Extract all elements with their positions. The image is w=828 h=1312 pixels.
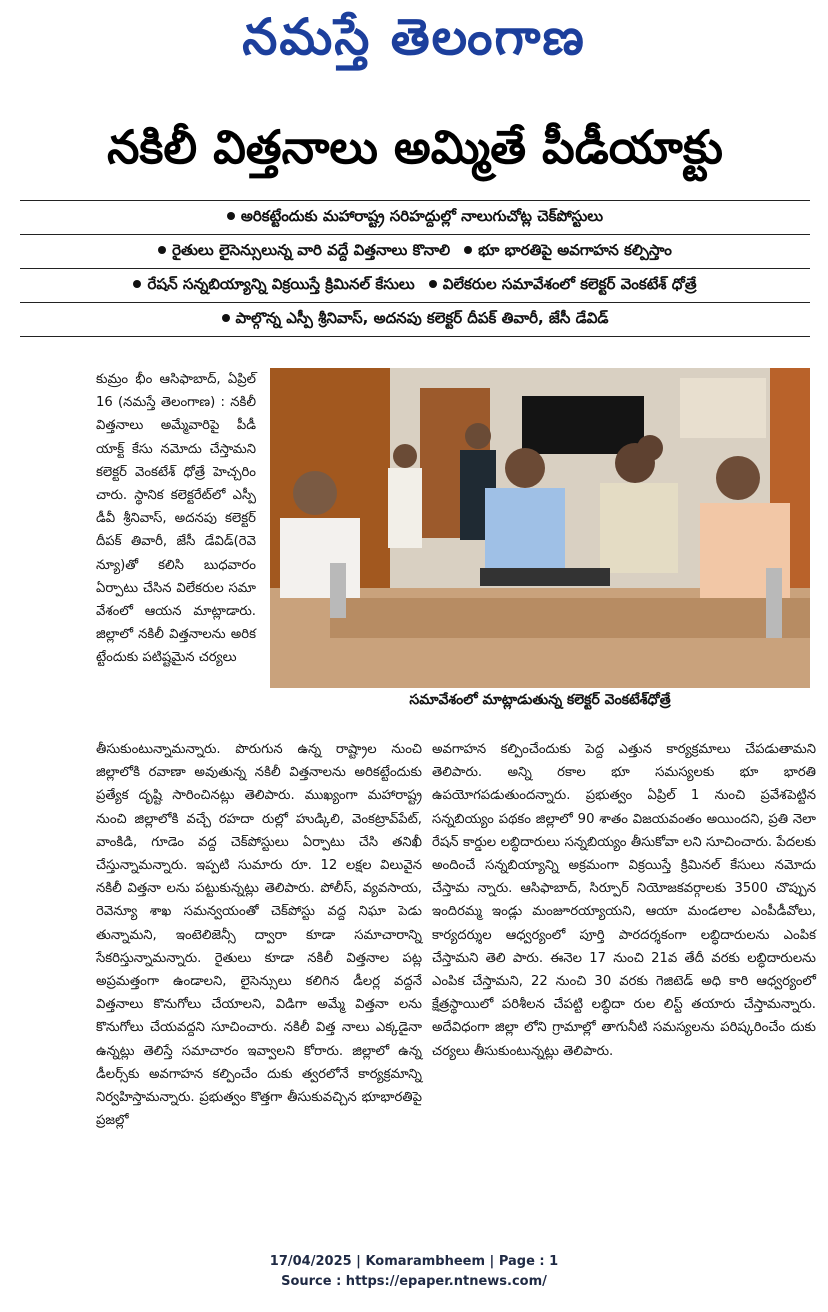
headline: నకిలీ విత్తనాలు అమ్మితే పీడీయాక్టు xyxy=(107,120,723,174)
bullet-icon xyxy=(133,280,141,288)
press-meet-photo xyxy=(270,368,810,688)
bullet-row xyxy=(20,200,810,235)
article-paragraph: అవగాహన కల్పించేందుకు పెద్ద ఎత్తున కార్యక్రమాలు చేపడుతామని తెలిపారు. అన్ని రకాల భూ సమస్యలకు భూ భారతి ఉపయోగపడుతుందన్నారు. ప్రభుత్వం ఏప్రిల్ 1 నుంచి ప్రవేశపెట్టిన సన్నబియ్యం పథకం జిల్లాలో 90 శాతం విజయవంతం అయిందని, ప్రతి నెలా రేషన్ కార్డుల లబ్ధిదారులు సన్నబియ్యం తీసుకోవా లని సూచించారు. పేదలకు అందించే సన్నబియ్యాన్ని అక్రమంగా విక్రయిస్తే క్రిమినల్ కేసులు నమోదు చేస్తామ న్నారు. ఆసిఫాబాద్, సిర్పూర్ నియోజకవర్గాలకు 3500 చొప్పున ఇందిరమ్మ ఇండ్లు మంజూరయ్యాయని, ఆయా మండలాల ఎంపీడీవోలు, కార్యదర్శుల ఆధ్వర్యంలో పూర్తి పారదర్శకంగా లబ్ధిదారులను ఎంపిక చేస్తామని తెలి పారు. ఈనెల 17 నుంచి 21వ తేదీ వరకు లబ్ధిదారులను ఎంపిక చేస్తామని, 22 నుంచి 30 వరకు గెజిటెడ్ అధి కారి ఆధ్వర్యంలో క్షేత్రస్థాయిలో పరిశీలన చేపట్టి లబ్ధిదా రుల లిస్ట్ తయారు చేస్తామన్నారు. అదేవిధంగా జిల్లా లోని గ్రామాల్లో తాగునీటి సమస్యలను పరిష్కరించేం దుకు చర్యలు తీసుకుంటున్నట్లు తెలిపారు. xyxy=(432,742,816,1059)
bullet-icon xyxy=(158,246,166,254)
bullet-icon xyxy=(429,280,437,288)
bullet-text: పాల్గొన్న ఎస్పీ శ్రీనివాస్, అదనపు కలెక్టర్ దీపక్ తివారీ, జేసీ డేవిడ్ xyxy=(235,308,609,327)
photo-caption: సమావేశంలో మాట్లాడుతున్న కలెక్టర్ వెంకటేశ్‌ధోత్రే xyxy=(409,692,671,708)
bullet-icon xyxy=(464,246,472,254)
footer-source: Source : https://epaper.ntnews.com/ xyxy=(281,1274,547,1289)
article-paragraph: కుమ్రం భీం ఆసిఫాబాద్, ఏప్రిల్ 16 (నమస్తే తెలంగాణ) : నకిలీ విత్తనాలు అమ్మేవారిపై పీడీ యాక్ట్ కేసు నమోదు చేస్తామని కలెక్టర్ వెంకటేశ్ ధోత్రే హెచ్చరిం చారు. స్థానిక కలెక్టరేట్‌లో ఎస్పీ డీవీ శ్రీనివాస్, అదనపు కలెక్టర్ దీపక్ తివారీ, జేసీ డేవిడ్(రెవె న్యూ)తో కలిసి బుధవారం ఏర్పాటు చేసిన విలేకరుల సమా వేశంలో ఆయన మాట్లాడారు. జిల్లాలో నకిలీ విత్తనాలను అరిక ట్టేందుకు పటిష్టమైన చర్యలు xyxy=(96,372,256,666)
footer-date-edition: 17/04/2025 | Komarambheem | Page : 1 xyxy=(269,1254,559,1269)
article-column-left xyxy=(96,368,256,670)
masthead-title: నమస్తే తెలంగాణ xyxy=(242,8,586,66)
bullet-text: రేషన్ సన్నబియ్యాన్ని విక్రయిస్తే క్రిమినల్ కేసులు xyxy=(147,274,415,293)
bullet-icon xyxy=(222,314,230,322)
bullet-icon xyxy=(227,212,235,220)
article-paragraph: తీసుకుంటున్నామన్నారు. పొరుగున ఉన్న రాష్ట్రాల నుంచి జిల్లాలోకి రవాణా అవుతున్న నకిలీ విత్తనాలను అరికట్టేందుకు ప్రత్యేక దృష్టి సారించినట్లు తెలిపారు. ముఖ్యంగా మహారాష్ట్ర నుంచి జిల్లాలోకి వచ్చే రహదా రుల్లో హుడ్కిలి, వెంకట్రావ్‌పేట్, వాంకిడి, గూడెం వద్ద చెక్‌పోస్టులు ఏర్పాటు చేసి తనిఖీ చేస్తున్నామన్నారు. ఇప్పటి సుమారు రూ. 12 లక్షల విలువైన నకిలీ విత్తనా లను పట్టుకున్నట్లు తెలిపారు. పోలీస్, వ్యవసాయ, రెవెన్యూ శాఖ సమన్వయంతో చెక్‌పోస్టు వద్ద నిఘా పెడు తున్నామని, ఇంటెలిజెన్సీ ద్వారా కూడా సమాచారాన్ని సేకరిస్తున్నామన్నారు. రైతులు కూడా నకిలీ విత్తనాల పట్ల అప్రమత్తంగా ఉండాలని, లైసెన్సులు కలిగిన డీలర్ల వద్దనే విత్తనాలు కొనుగోలు చేయాలని, విడిగా అమ్మే విత్తనా లను కొనుగోలు చేయవద్దని సూచించారు. నకిలీ విత్త నాలు ఎక్కడైనా ఉన్నట్లు తెలిస్తే సమాచారం ఇవ్వాలని కోరారు. జిల్లాలో ఉన్న డీలర్స్‌కు అవగాహన కల్పించేం దుకు త్వరలోనే కార్యక్రమాన్ని నిర్వహిస్తామన్నారు. ప్రభుత్వం కొత్తగా తీసుకువచ్చిన భూభారతిపై ప్రజల్లో xyxy=(96,742,422,1129)
bullet-text: భూ భారతిపై అవగాహన కల్పిస్తాం xyxy=(478,240,672,259)
bullet-row xyxy=(20,235,810,269)
bullet-text: రైతులు లైసెన్సులున్న వారి వద్దే విత్తనాలు కొనాలి xyxy=(172,240,451,259)
article-column-bottom-left xyxy=(96,738,422,1132)
bullet-row xyxy=(20,269,810,303)
article-column-right xyxy=(432,738,816,1063)
bullet-text: విలేకరుల సమావేశంలో కలెక్టర్ వెంకటేశ్ ధోత్రే xyxy=(442,274,697,293)
press-meet-photo-illustration xyxy=(270,368,810,688)
page-footer xyxy=(0,1252,828,1292)
bullet-row xyxy=(20,303,810,337)
bullet-text: అరికట్టేందుకు మహారాష్ట్ర సరిహద్దుల్లో నాలుగుచోట్ల చెక్‌పోస్టులు xyxy=(240,206,604,225)
subheading-bullets xyxy=(20,200,810,337)
